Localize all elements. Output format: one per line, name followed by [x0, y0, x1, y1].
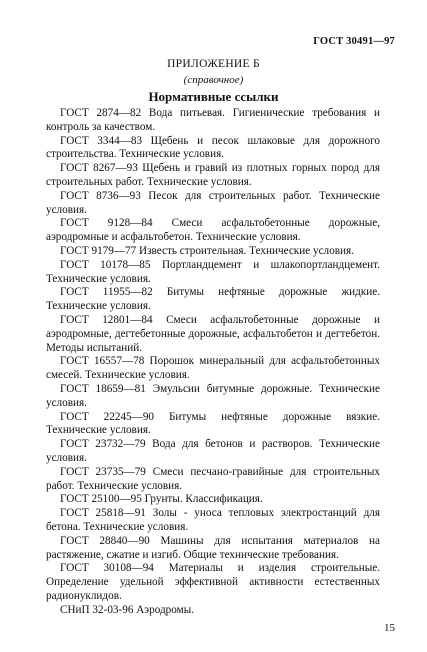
page-number: 15 [384, 622, 395, 634]
section-heading: Нормативные ссылки [148, 89, 279, 104]
reference-item: ГОСТ 9128—84 Смеси асфальтобетонные дорожные, аэродромные и асфальтобетон. Технические условия. [46, 217, 380, 244]
reference-item: ГОСТ 8736—93 Песок для строительных работ. Технические условия. [46, 189, 380, 216]
reference-item: ГОСТ 2874—82 Вода питьевая. Гигиенические требования и контроль за качеством. [46, 107, 380, 133]
standard-code-header: ГОСТ 30491—97 [313, 36, 395, 47]
appendix-type-note: (справочное) [183, 74, 244, 86]
reference-item: ГОСТ 11955—82 Битумы нефтяные дорожные жидкие. Технические условия. [46, 286, 380, 313]
reference-item: ГОСТ 12801—84 Смеси асфальтобетонные дорожные и аэродромные, дегтебетонные дорожные, асфальтобетон и дегтебетон. Методы испытаний. [46, 313, 380, 354]
reference-item: ГОСТ 28840—90 Машины для испытания материалов на растяжение, сжатие и изгиб. Общие технические требования. [46, 534, 380, 561]
reference-item: ГОСТ 25818—91 Золы - уноса тепловых электростанций для бетона. Технические условия. [46, 507, 380, 533]
reference-item: ГОСТ 22245—90 Битумы нефтяные дорожные вязкие. Технические условия. [46, 410, 380, 437]
reference-item: ГОСТ 18659—81 Эмульсии битумные дорожные. Технические условия. [46, 382, 380, 409]
reference-item: СНиП 32-03-96 Аэродромы. [60, 603, 195, 616]
reference-item: ГОСТ 9179—77 Известь строительная. Технические условия. [60, 244, 354, 257]
reference-item: ГОСТ 30108—94 Материалы и изделия строительные. Определение удельной эффективной активности естественных радионуклидов. [46, 562, 380, 602]
references-list [46, 107, 380, 617]
appendix-title: ПРИЛОЖЕНИЕ Б [167, 58, 260, 70]
reference-item: ГОСТ 8267—93 Щебень и гравий из плотных горных пород для строительных работ. Технические условия. [46, 162, 380, 188]
reference-item: ГОСТ 25100—95 Грунты. Классификация. [60, 493, 263, 506]
reference-item: ГОСТ 16557—78 Порошок минеральный для асфальтобетонных смесей. Технические условия. [46, 355, 380, 382]
reference-item: ГОСТ 3344—83 Щебень и песок шлаковые для дорожного строительства. Технические условия. [46, 134, 380, 161]
reference-item: ГОСТ 10178—85 Портландцемент и шлакопортландцемент. Технические условия. [46, 258, 380, 285]
reference-item: ГОСТ 23732—79 Вода для бетонов и растворов. Технические условия. [46, 438, 380, 464]
reference-item: ГОСТ 23735—79 Смеси песчано-гравийные для строительных работ. Технические условия. [46, 465, 380, 492]
